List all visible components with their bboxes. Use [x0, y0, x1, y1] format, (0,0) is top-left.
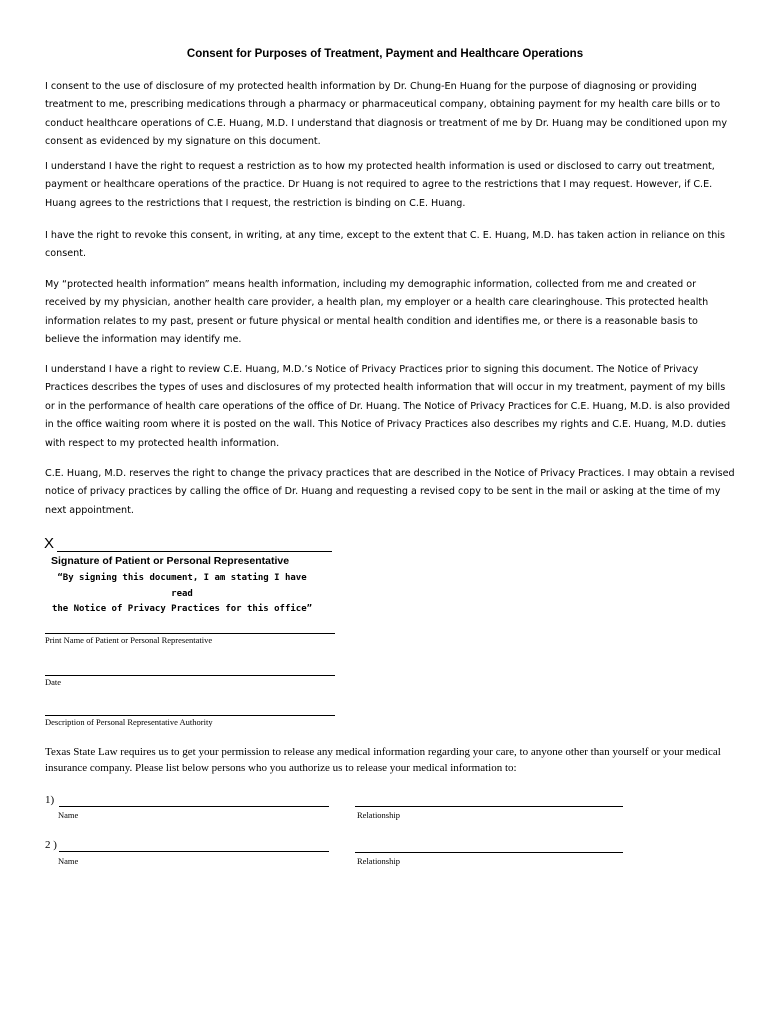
person-number: 1): [45, 794, 55, 806]
signature-note: [48, 571, 316, 618]
signature-line[interactable]: [57, 551, 332, 552]
notice-paragraph: I understand I have a right to review C.E. Huang, M.D.’s Notice of Privacy Practices prior to signing this document. The Notice of Privacy Practices describes the types of uses and disclosures of my protected health information that will occur in my treatment, payment of my bills or in the performance of health care operations of the office of Dr. Huang. The Notice of Privacy Practices for C.E. Huang, M.D. is also provided in the office waiting room where it is posted on the wall. This Notice of Privacy Practices also describes my rights and C.E. Huang, M.D. duties with respect to my protected health information.: [45, 364, 731, 449]
date-line[interactable]: [45, 675, 335, 676]
date-label: Date: [45, 677, 62, 687]
print-name-label: Print Name of Patient or Personal Representative: [45, 635, 213, 645]
signature-note-line: the Notice of Privacy Practices for this office”: [51, 604, 313, 614]
person-name-line[interactable]: [59, 851, 329, 852]
person-relationship-line[interactable]: [355, 806, 623, 807]
print-name-line[interactable]: [45, 633, 335, 634]
signature-note-line: “By signing this document, I am stating I have read: [57, 573, 307, 599]
person-relationship-line[interactable]: [355, 852, 623, 853]
privacy-changes-paragraph: C.E. Huang, M.D. reserves the right to change the privacy practices that are described in the Notice of Privacy Practices. I may obtain a revised notice of privacy practices by calling the office of Dr. Huang and requesting a revised copy to be sent in the mail or asking at the time of my next appointment.: [45, 468, 735, 516]
person-name-label: Name: [58, 856, 79, 866]
consent-paragraph: I consent to the use of disclosure of my protected health information by Dr. Chung-En Huang for the purpose of diagnosing or providing treatment to me, prescribing medications through a pharmacy or pharmaceutical company, obtaining payment for my health care bills or to conduct healthcare operations of C.E. Huang, M.D. I understand that diagnosis or treatment of me by Dr. Huang may be conditioned upon my consent as evidenced by my signature on this document.: [45, 81, 727, 148]
person-relationship-label: Relationship: [357, 810, 400, 820]
document-title: Consent for Purposes of Treatment, Payment and Healthcare Operations: [186, 48, 584, 60]
revoke-paragraph: I have the right to revoke this consent, in writing, at any time, except to the extent that C. E. Huang, M.D. has taken action in reliance on this consent.: [45, 230, 726, 260]
authority-description-line[interactable]: [45, 715, 335, 716]
signature-mark: X: [44, 535, 55, 552]
authority-description-label: Description of Personal Representative Authority: [45, 717, 213, 727]
person-relationship-label: Relationship: [357, 856, 400, 866]
restriction-paragraph: I understand I have the right to request a restriction as to how my protected health information is used or disclosed to carry out treatment, payment or healthcare operations of the practice. Dr Huang is not required to agree to the restrictions that I may request. However, if C.E. Huang agrees to the restrictions that I request, the restriction is binding on C.E. Huang.: [45, 161, 715, 209]
signature-label: Signature of Patient or Personal Representative: [51, 555, 290, 567]
person-name-label: Name: [58, 810, 79, 820]
phi-definition-paragraph: My “protected health information” means health information, including my demographic information, collected from me and created or received by my physician, another health care provider, a health plan, my employer or a health care clearinghouse. This protected health information relates to my past, present or future physical or mental health condition and identifies me, or there is a reasonable basis to believe the information may identify me.: [45, 279, 709, 346]
person-name-line[interactable]: [59, 806, 329, 807]
texas-law-text: Texas State Law requires us to get your permission to release any medical information regarding your care, to anyone other than yourself or your medical insurance company. Please list below persons who you authorize us to release your medical information to:: [45, 746, 721, 774]
person-number: 2 ): [45, 839, 57, 851]
